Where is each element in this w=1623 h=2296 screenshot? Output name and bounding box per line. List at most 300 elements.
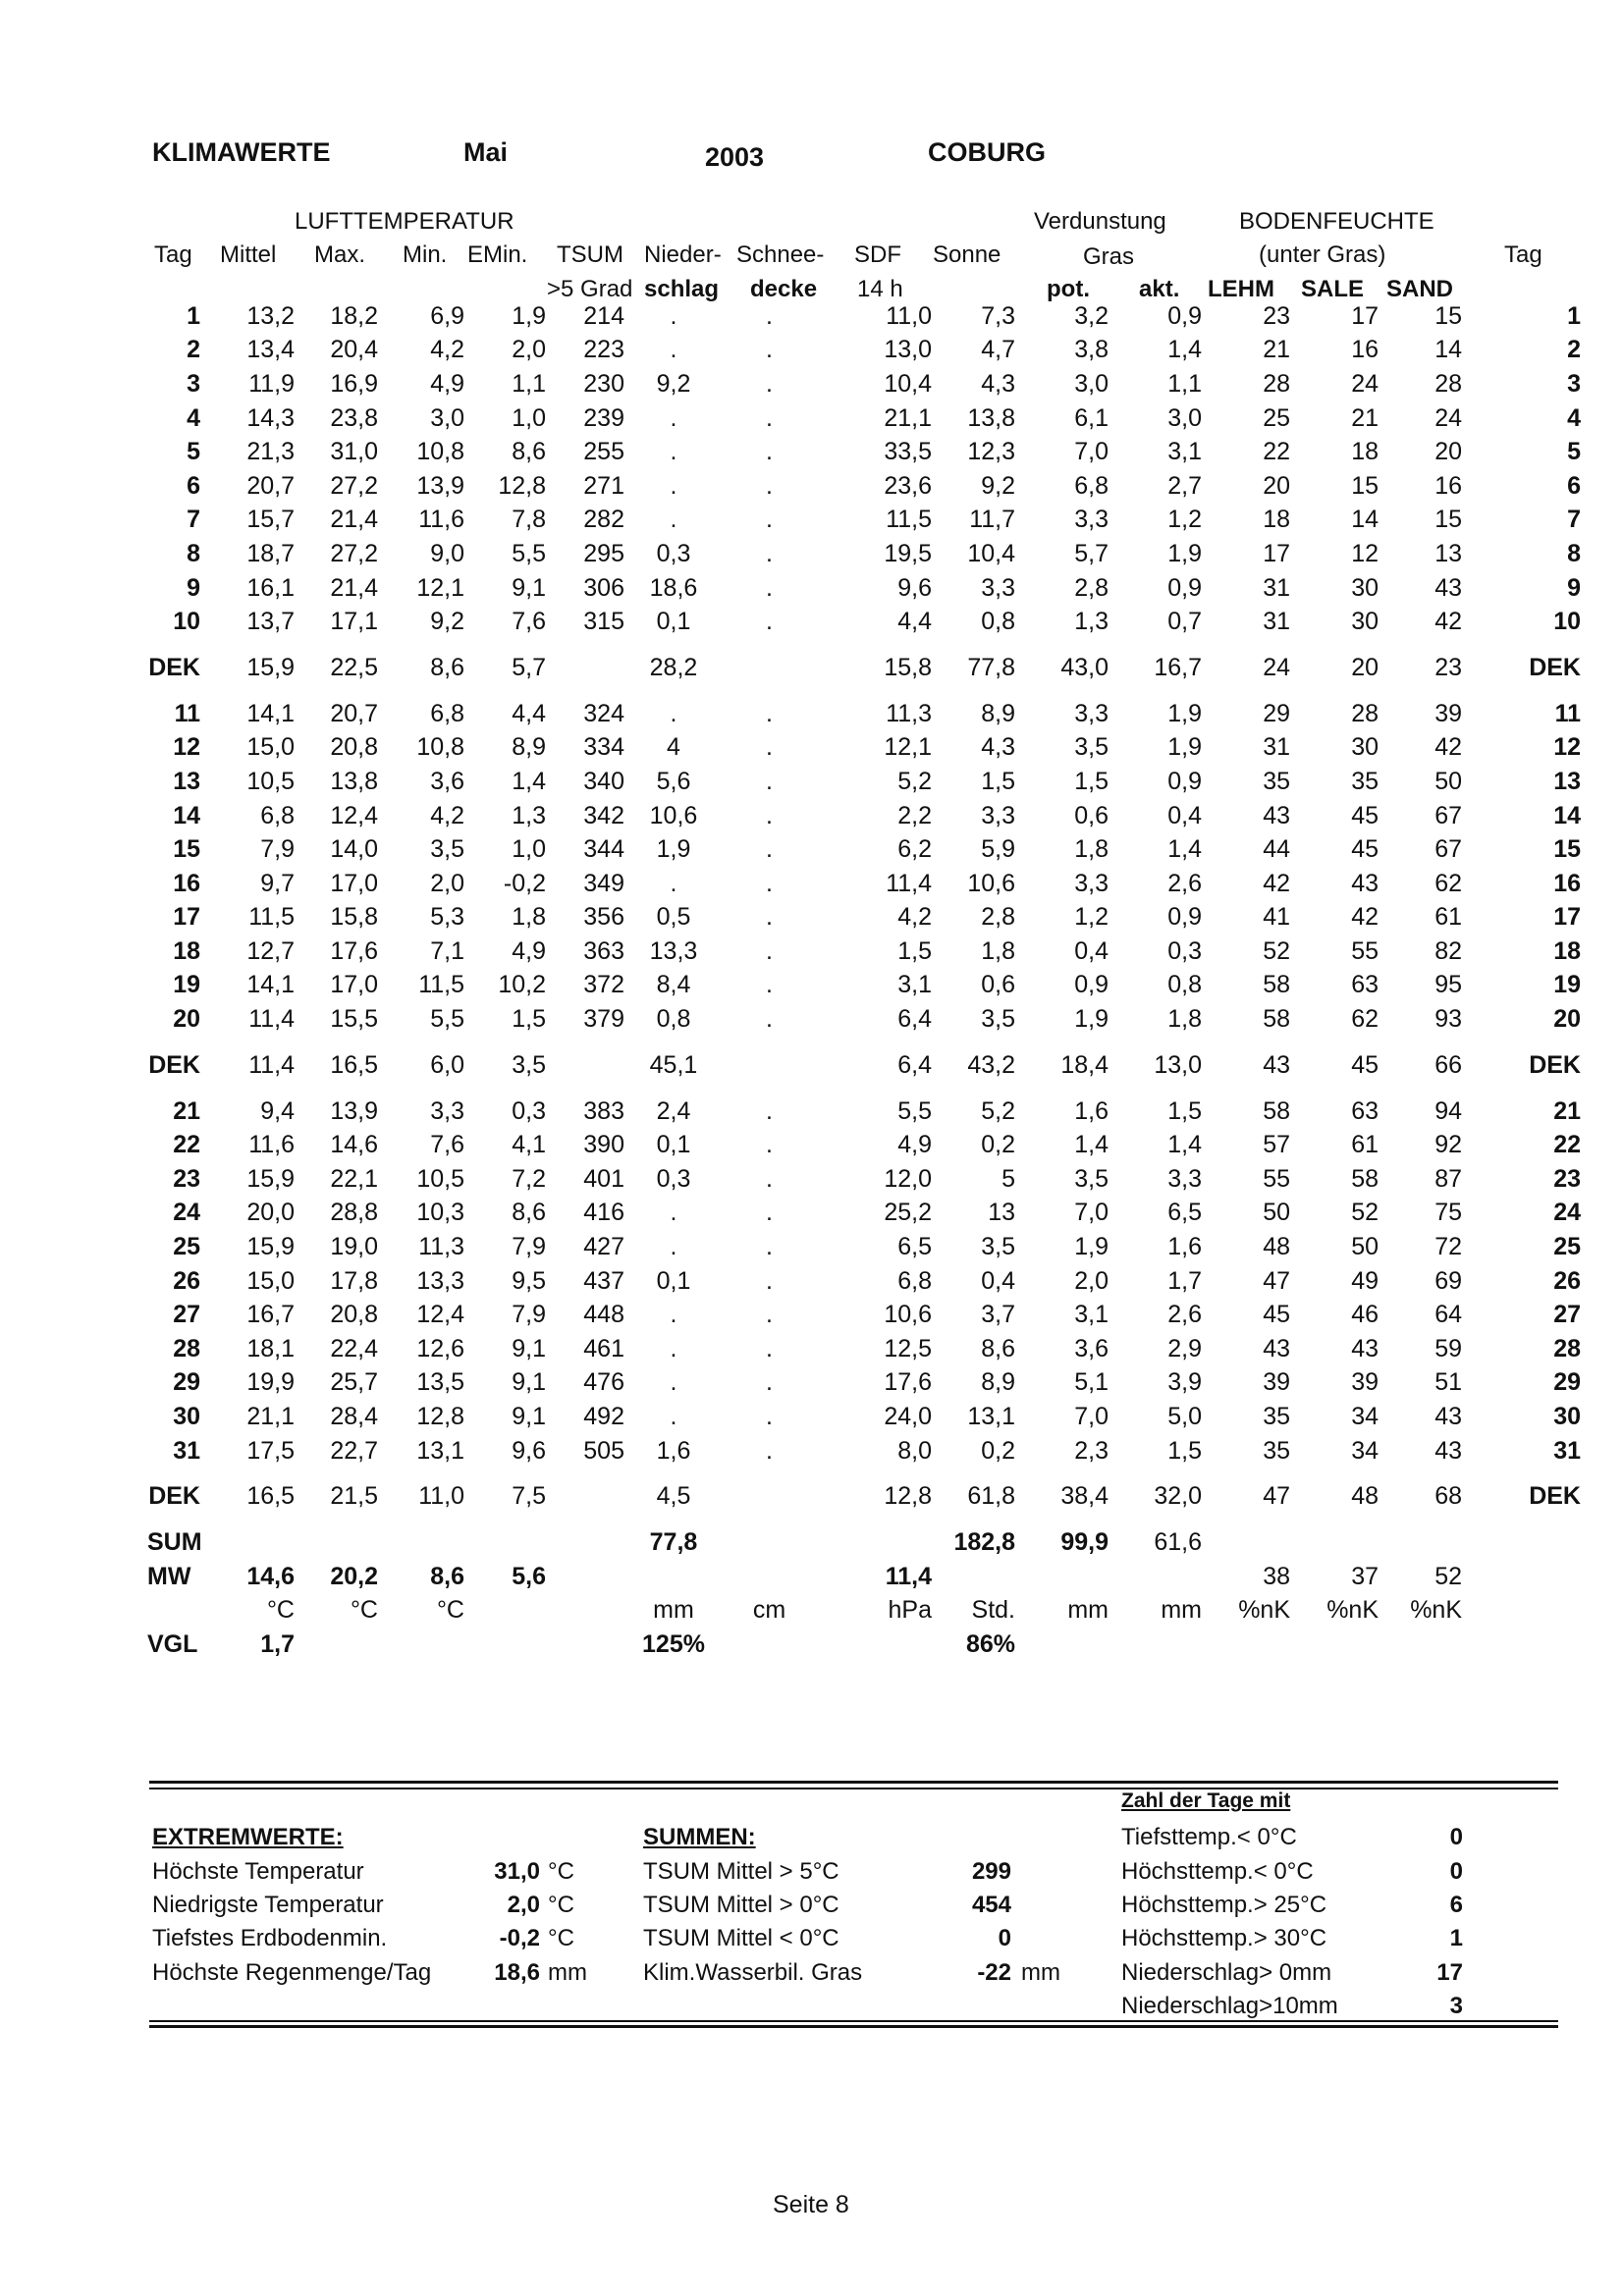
table-cell: 22,1: [330, 1164, 378, 1193]
table-cell: 324: [583, 699, 624, 727]
table-cell: 7,9: [260, 835, 295, 864]
table-cell: 6,8: [897, 1266, 932, 1295]
table-cell: 21,3: [246, 438, 295, 466]
table-cell: 9: [187, 573, 200, 602]
table-cell: 3,3: [981, 801, 1015, 829]
table-row: [147, 1298, 1581, 1332]
table-cell: [723, 1560, 816, 1594]
table-cell: 4,9: [430, 369, 464, 398]
table-cell: 4,9: [897, 1131, 932, 1159]
table-row: [147, 435, 1581, 469]
extreme-unit-3: mm: [548, 1959, 587, 1986]
table-cell: [1015, 1560, 1109, 1594]
table-cell: 2,2: [897, 801, 932, 829]
table-cell: 55: [1351, 936, 1379, 965]
table-cell: 25: [1263, 403, 1290, 432]
table-cell: 19,0: [330, 1233, 378, 1261]
table-cell: 1,5: [1167, 1436, 1202, 1465]
table-cell: 13,9: [416, 471, 464, 500]
table-cell: 2,9: [1167, 1334, 1202, 1362]
table-cell: 38,4: [1060, 1482, 1109, 1511]
table-cell: 12,8: [884, 1482, 932, 1511]
table-cell: 390: [583, 1131, 624, 1159]
table-cell: 20,2: [330, 1562, 378, 1590]
table-cell: 10,8: [416, 438, 464, 466]
table-cell: 5,9: [981, 835, 1015, 864]
header-lufttemperatur: LUFTTEMPERATUR: [295, 208, 514, 235]
table-row: [147, 1434, 1581, 1468]
table-cell: [816, 1525, 932, 1560]
table-cell: 68: [1434, 1482, 1462, 1511]
table-cell: 19,9: [246, 1368, 295, 1397]
table-cell: 3,2: [1074, 301, 1109, 330]
table-cell: 0,9: [1167, 903, 1202, 932]
table-cell: 10,6: [649, 801, 698, 829]
table-cell: 17,0: [330, 869, 378, 897]
table-cell: 46: [1351, 1301, 1379, 1329]
table-cell: 344: [583, 835, 624, 864]
dek-row: [147, 1468, 1581, 1525]
table-cell: 12,1: [884, 733, 932, 762]
table-cell: 29: [173, 1368, 200, 1397]
table-cell: 3,3: [1074, 506, 1109, 534]
table-cell: 7,0: [1074, 1199, 1109, 1227]
table-cell: 3: [187, 369, 200, 398]
table-cell: [546, 1560, 624, 1594]
table-cell: .: [766, 733, 773, 762]
table-cell: 10,4: [884, 369, 932, 398]
table-cell: 75: [1434, 1199, 1462, 1227]
table-cell: 18,7: [246, 539, 295, 567]
table-cell: 42: [1434, 733, 1462, 762]
table-cell: 4: [667, 733, 680, 762]
table-cell: -0,2: [503, 869, 546, 897]
header-bodenfeuchte: BODENFEUCHTE: [1239, 208, 1434, 235]
table-cell: 62: [1351, 1005, 1379, 1034]
table-cell: 2,4: [656, 1096, 691, 1125]
table-cell: 48: [1351, 1482, 1379, 1511]
table-cell: 47: [1263, 1266, 1290, 1295]
table-cell: 11,6: [248, 1131, 295, 1159]
table-cell: 17,6: [330, 936, 378, 965]
table-cell: 45,1: [649, 1050, 698, 1079]
table-row: [147, 1264, 1581, 1299]
header-tag-right: Tag: [1504, 241, 1542, 268]
table-cell: 1,5: [1167, 1096, 1202, 1125]
table-cell: 8,9: [981, 699, 1015, 727]
table-cell: DEK: [148, 653, 200, 681]
table-cell: 26: [1553, 1266, 1581, 1295]
table-cell: 17,0: [330, 971, 378, 999]
table-cell: 8,9: [981, 1368, 1015, 1397]
table-cell: 505: [583, 1436, 624, 1465]
table-cell: 92: [1434, 1131, 1462, 1159]
table-cell: 2,6: [1167, 869, 1202, 897]
sum-value-0: 299: [971, 1858, 1011, 1885]
days-value-1: 0: [1449, 1858, 1463, 1885]
header-sdf: SDF: [854, 241, 901, 268]
sum-label-2: TSUM Mittel < 0°C: [643, 1925, 839, 1951]
table-cell: 13,1: [967, 1403, 1015, 1431]
table-cell: 28,4: [330, 1403, 378, 1431]
table-cell: 8,6: [981, 1334, 1015, 1362]
table-cell: 3,6: [1074, 1334, 1109, 1362]
table-cell: 57: [1263, 1131, 1290, 1159]
table-cell: 28: [173, 1334, 200, 1362]
table-cell: 9,0: [430, 539, 464, 567]
table-cell: 10,5: [416, 1164, 464, 1193]
table-cell: [723, 1525, 816, 1560]
table-cell: 356: [583, 903, 624, 932]
table-cell: .: [670, 506, 677, 534]
table-cell: 1,0: [512, 835, 546, 864]
table-cell: 87: [1434, 1164, 1462, 1193]
table-cell: 28: [1434, 369, 1462, 398]
table-cell: 52: [1351, 1199, 1379, 1227]
table-cell: .: [766, 1436, 773, 1465]
table-cell: 9: [1567, 573, 1581, 602]
table-cell: 13,4: [246, 336, 295, 364]
table-cell: °C: [350, 1596, 378, 1625]
table-row: [147, 867, 1581, 901]
table-cell: 5,5: [430, 1005, 464, 1034]
header-schnee: Schnee-: [736, 241, 825, 268]
table-cell: 1,2: [1074, 903, 1109, 932]
table-cell: 12,7: [246, 936, 295, 965]
table-cell: 3,3: [981, 573, 1015, 602]
table-row: [147, 901, 1581, 935]
table-cell: .: [766, 936, 773, 965]
table-cell: 33,5: [884, 438, 932, 466]
table-cell: 39: [1263, 1368, 1290, 1397]
table-cell: 10,6: [967, 869, 1015, 897]
days-value-3: 1: [1449, 1925, 1463, 1951]
header-akt: akt.: [1139, 276, 1180, 302]
table-cell: 0,1: [656, 1131, 691, 1159]
table-row: [147, 401, 1581, 436]
table-cell: °C: [266, 1596, 295, 1625]
table-cell: 12: [1351, 539, 1379, 567]
header-max: Max.: [314, 241, 366, 268]
table-cell: 16: [1434, 471, 1462, 500]
table-cell: 24,0: [884, 1403, 932, 1431]
page-number: Seite 8: [773, 2191, 849, 2218]
table-cell: [1290, 1525, 1379, 1560]
table-cell: 6,4: [897, 1050, 932, 1079]
days-label-2: Höchsttemp.> 25°C: [1121, 1892, 1327, 1918]
table-cell: [1462, 1628, 1581, 1662]
table-cell: .: [766, 835, 773, 864]
days-label-4: Niederschlag> 0mm: [1121, 1959, 1332, 1986]
table-cell: 44: [1263, 835, 1290, 864]
table-cell: 372: [583, 971, 624, 999]
table-cell: 15: [1553, 835, 1581, 864]
table-cell: 3,8: [1074, 336, 1109, 364]
table-cell: 52: [1434, 1562, 1462, 1590]
table-cell: 11,3: [886, 699, 932, 727]
table-cell: 15,0: [246, 1266, 295, 1295]
table-cell: 2,8: [981, 903, 1015, 932]
table-cell: 13: [1553, 767, 1581, 795]
extremes-heading: EXTREMWERTE:: [152, 1824, 344, 1850]
header-sale: SALE: [1301, 276, 1365, 302]
table-cell: 10,2: [498, 971, 546, 999]
table-cell: 24: [1434, 403, 1462, 432]
table-cell: [464, 1628, 546, 1662]
table-cell: 39: [1434, 699, 1462, 727]
table-cell: 9,1: [512, 1334, 546, 1362]
table-cell: 62: [1434, 869, 1462, 897]
header-14h: 14 h: [857, 276, 903, 302]
table-cell: 7,0: [1074, 1403, 1109, 1431]
table-cell: 15: [1434, 506, 1462, 534]
table-cell: 0,1: [656, 608, 691, 636]
table-cell: 448: [583, 1301, 624, 1329]
table-cell: 1,3: [512, 801, 546, 829]
table-cell: 86%: [965, 1629, 1015, 1658]
header-sonne: Sonne: [933, 241, 1001, 268]
table-cell: 59: [1434, 1334, 1462, 1362]
table-cell: 2: [187, 336, 200, 364]
table-cell: 12,4: [330, 801, 378, 829]
table-cell: 3,7: [981, 1301, 1015, 1329]
table-cell: 61: [1351, 1131, 1379, 1159]
table-cell: .: [766, 539, 773, 567]
report-year: 2003: [705, 142, 765, 172]
table-cell: 23,8: [330, 403, 378, 432]
table-cell: 12,1: [416, 573, 464, 602]
table-cell: 4,5: [656, 1482, 691, 1511]
table-cell: 4: [187, 403, 200, 432]
table-cell: 1,8: [981, 936, 1015, 965]
table-cell: 32,0: [1154, 1482, 1202, 1511]
table-cell: 3,5: [512, 1050, 546, 1079]
table-cell: .: [766, 767, 773, 795]
header-min: Min.: [403, 241, 448, 268]
table-cell: 17,5: [246, 1436, 295, 1465]
table-cell: 3,5: [1074, 1164, 1109, 1193]
sum-value-1: 454: [971, 1892, 1011, 1918]
table-cell: 94: [1434, 1096, 1462, 1125]
table-cell: 461: [583, 1334, 624, 1362]
table-cell: 34: [1351, 1436, 1379, 1465]
table-row: [147, 969, 1581, 1003]
table-cell: 7,9: [512, 1301, 546, 1329]
table-cell: 16,5: [330, 1050, 378, 1079]
table-cell: 3,3: [430, 1096, 464, 1125]
table-cell: 35: [1263, 1403, 1290, 1431]
table-cell: 1,4: [1074, 1131, 1109, 1159]
table-cell: 21,4: [330, 573, 378, 602]
table-cell: 21,4: [330, 506, 378, 534]
table-cell: 11: [174, 699, 200, 727]
table-cell: 1,4: [1167, 336, 1202, 364]
header-unter-gras: (unter Gras): [1259, 241, 1386, 268]
table-cell: Std.: [971, 1596, 1015, 1625]
table-cell: 27: [173, 1301, 200, 1329]
table-cell: 5,3: [430, 903, 464, 932]
table-cell: 12,6: [416, 1334, 464, 1362]
table-cell: 383: [583, 1096, 624, 1125]
table-cell: 10,6: [884, 1301, 932, 1329]
table-cell: 334: [583, 733, 624, 762]
table-cell: 416: [583, 1199, 624, 1227]
days-label-0: Tiefsttemp.< 0°C: [1121, 1824, 1297, 1850]
table-cell: 1,2: [1167, 506, 1202, 534]
table-cell: 0,6: [1074, 801, 1109, 829]
table-cell: [723, 1468, 816, 1525]
table-row: [147, 605, 1581, 639]
table-cell: mm: [1067, 1596, 1109, 1625]
table-cell: 7,9: [512, 1233, 546, 1261]
table-cell: 1,4: [1167, 835, 1202, 864]
table-cell: 30: [1351, 608, 1379, 636]
table-cell: 13: [1434, 539, 1462, 567]
table-cell: 1,1: [512, 369, 546, 398]
table-cell: 20: [1351, 653, 1379, 681]
table-cell: 67: [1434, 801, 1462, 829]
table-cell: 15,0: [246, 733, 295, 762]
table-cell: 18,6: [649, 573, 698, 602]
table-row: [147, 799, 1581, 833]
table-cell: 306: [583, 573, 624, 602]
table-cell: 340: [583, 767, 624, 795]
table-cell: 21,1: [246, 1403, 295, 1431]
table-cell: 19: [173, 971, 200, 999]
units-row: [147, 1594, 1581, 1629]
table-cell: .: [766, 971, 773, 999]
table-cell: .: [766, 1096, 773, 1125]
table-cell: 20: [1553, 1005, 1581, 1034]
table-cell: 3,1: [897, 971, 932, 999]
table-cell: 18: [1553, 936, 1581, 965]
table-row: [147, 1400, 1581, 1434]
table-row: [147, 731, 1581, 766]
table-cell: 23: [1263, 301, 1290, 330]
table-cell: [378, 1525, 464, 1560]
table-cell: 1,5: [897, 936, 932, 965]
table-cell: 10: [1553, 608, 1581, 636]
table-cell: 45: [1351, 835, 1379, 864]
table-cell: 6: [187, 471, 200, 500]
table-cell: 271: [583, 471, 624, 500]
table-row: [147, 299, 1581, 334]
table-cell: [464, 1594, 546, 1629]
table-cell: .: [766, 336, 773, 364]
table-cell: 43: [1434, 1436, 1462, 1465]
table-cell: 25,2: [884, 1199, 932, 1227]
table-cell: [546, 1468, 624, 1525]
table-cell: 2: [1567, 336, 1581, 364]
table-cell: .: [670, 403, 677, 432]
table-cell: °C: [436, 1596, 464, 1625]
table-cell: 50: [1434, 767, 1462, 795]
table-cell: 401: [583, 1164, 624, 1193]
table-cell: 5,5: [512, 539, 546, 567]
table-cell: 15,7: [246, 506, 295, 534]
sums-heading: SUMMEN:: [643, 1824, 756, 1850]
table-cell: 15: [173, 835, 200, 864]
table-cell: 379: [583, 1005, 624, 1034]
table-cell: 4,3: [981, 733, 1015, 762]
table-cell: 349: [583, 869, 624, 897]
table-cell: [1379, 1525, 1462, 1560]
table-cell: 19,5: [884, 539, 932, 567]
table-cell: 14,0: [330, 835, 378, 864]
table-cell: 9,6: [897, 573, 932, 602]
table-cell: 21: [1553, 1096, 1581, 1125]
table-cell: 17: [1351, 301, 1379, 330]
table-cell: 5,7: [1074, 539, 1109, 567]
table-cell: 20: [173, 1005, 200, 1034]
table-cell: 1,0: [512, 403, 546, 432]
table-cell: 13: [988, 1199, 1015, 1227]
table-cell: 492: [583, 1403, 624, 1431]
table-cell: 1,9: [512, 301, 546, 330]
table-row: [147, 504, 1581, 538]
table-cell: 63: [1351, 971, 1379, 999]
table-cell: 0,3: [656, 539, 691, 567]
table-cell: 13,8: [967, 403, 1015, 432]
table-cell: 11,4: [886, 869, 932, 897]
days-value-2: 6: [1449, 1892, 1463, 1918]
table-cell: 23: [1553, 1164, 1581, 1193]
table-row: [147, 537, 1581, 571]
table-cell: 20,7: [330, 699, 378, 727]
header-emin: EMin.: [467, 241, 528, 268]
table-cell: .: [766, 1334, 773, 1362]
table-cell: 28: [1263, 369, 1290, 398]
table-cell: 4,7: [981, 336, 1015, 364]
header-mittel: Mittel: [220, 241, 277, 268]
table-cell: 30: [1351, 573, 1379, 602]
table-cell: 0,9: [1167, 573, 1202, 602]
table-cell: 8,6: [430, 1562, 464, 1590]
table-cell: 38: [1263, 1562, 1290, 1590]
table-cell: .: [670, 1368, 677, 1397]
table-cell: 43,2: [967, 1050, 1015, 1079]
header-tsum: TSUM: [557, 241, 623, 268]
table-cell: 14,3: [246, 403, 295, 432]
table-cell: DEK: [148, 1482, 200, 1511]
table-cell: 11,3: [418, 1233, 464, 1261]
table-cell: 43: [1351, 869, 1379, 897]
days-value-5: 3: [1449, 1993, 1463, 2019]
table-cell: 42: [1351, 903, 1379, 932]
table-cell: 5,0: [1167, 1403, 1202, 1431]
divider-bottom-thin: [149, 2020, 1558, 2022]
table-cell: .: [766, 1005, 773, 1034]
table-cell: 23,6: [884, 471, 932, 500]
table-cell: 31: [1553, 1436, 1581, 1465]
table-cell: 3,6: [430, 767, 464, 795]
table-cell: 4,2: [897, 903, 932, 932]
extreme-label-2: Tiefstes Erdbodenmin.: [152, 1925, 388, 1951]
days-value-4: 17: [1436, 1959, 1463, 1986]
table-cell: .: [766, 1164, 773, 1193]
table-cell: cm: [752, 1596, 786, 1625]
table-cell: .: [670, 471, 677, 500]
table-cell: 14,1: [246, 971, 295, 999]
table-cell: 0,9: [1167, 301, 1202, 330]
table-cell: 13,0: [1154, 1050, 1202, 1079]
table-cell: 6,0: [430, 1050, 464, 1079]
table-row: [147, 1366, 1581, 1401]
table-cell: 21: [1351, 403, 1379, 432]
table-cell: 11,0: [886, 301, 932, 330]
table-cell: 1,8: [512, 903, 546, 932]
table-cell: 58: [1263, 1005, 1290, 1034]
